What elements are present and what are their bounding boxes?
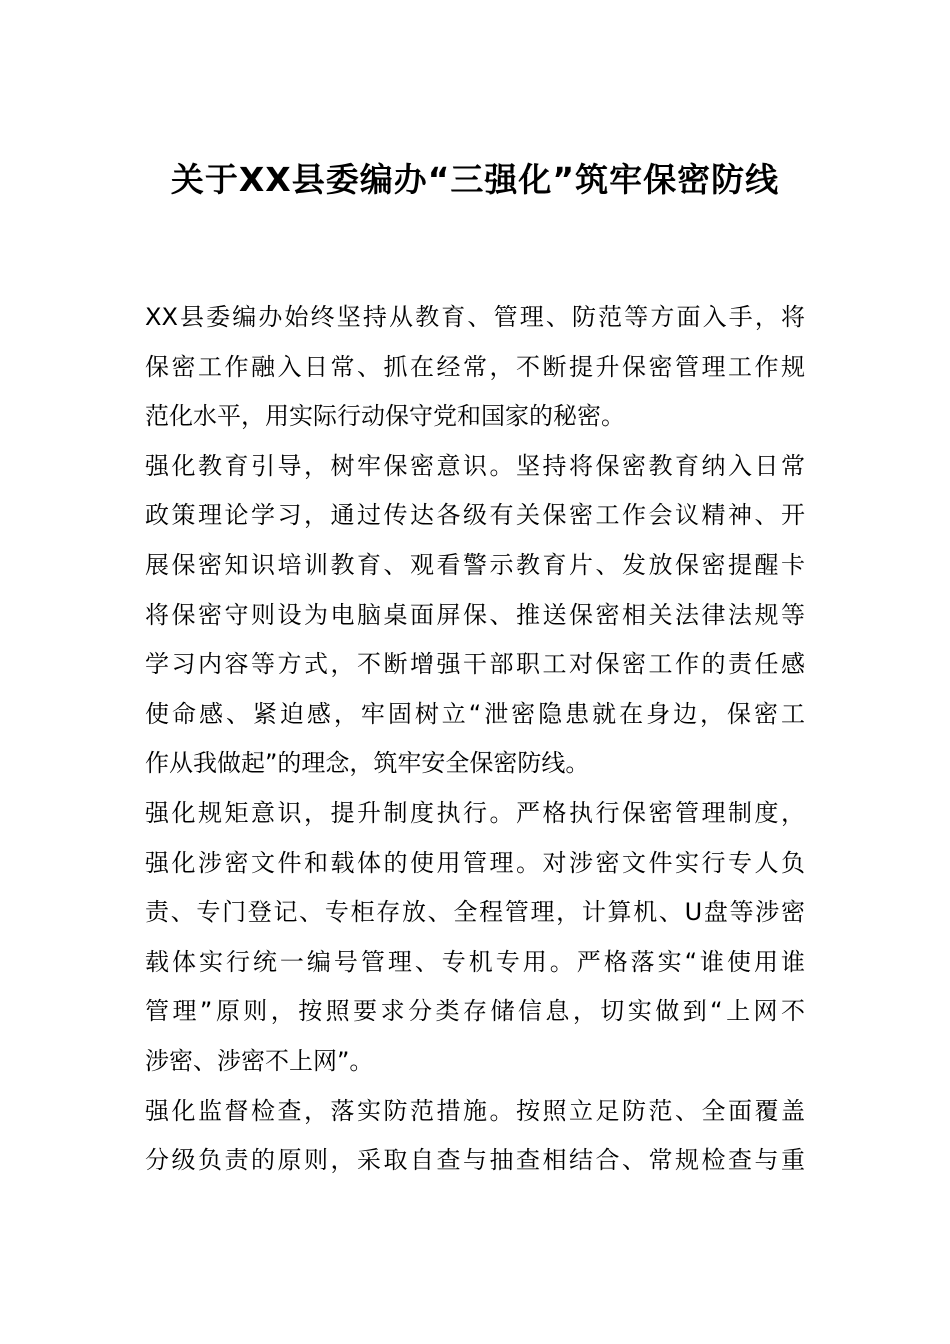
text-line: 使命感、紧迫感，牢固树立“泄密隐患就在身边，保密工 (145, 699, 805, 728)
document-body (145, 293, 805, 1186)
text-line: 载体实行统一编号管理、专机专用。严格落实“谁使用谁 (145, 947, 805, 976)
text-line: 强化规矩意识，提升制度执行。严格执行保密管理制度， (145, 798, 805, 827)
text-line: 范化水平，用实际行动保守党和国家的秘密。 (145, 402, 625, 431)
text-line: 展保密知识培训教育、观看警示教育片、发放保密提醒卡 (145, 550, 805, 579)
text-line: 分级负责的原则，采取自查与抽查相结合、常规检查与重 (145, 1146, 805, 1175)
text-line: 作从我做起”的理念，筑牢安全保密防线。 (145, 749, 590, 778)
paragraph-rules (145, 789, 805, 1087)
text-line: 管理”原则，按照要求分类存储信息，切实做到“上网不 (145, 997, 805, 1026)
text-line: 强化监督检查，落实防范措施。按照立足防范、全面覆盖 (145, 1096, 805, 1125)
paragraph-supervision (145, 1087, 805, 1186)
text-line: 将保密守则设为电脑桌面屏保、推送保密相关法律法规等 (145, 600, 805, 629)
document-title: 关于XX县委编办“三强化”筑牢保密防线 (170, 160, 780, 199)
text-line: 强化教育引导，树牢保密意识。坚持将保密教育纳入日常 (145, 451, 805, 480)
text-line: 强化涉密文件和载体的使用管理。对涉密文件实行专人负 (145, 848, 805, 877)
paragraph-education (145, 442, 805, 789)
text-line: 涉密、涉密不上网”。 (145, 1046, 374, 1075)
text-line: 责、专门登记、专柜存放、全程管理，计算机、U盘等涉密 (145, 898, 805, 927)
text-line: 政策理论学习，通过传达各级有关保密工作会议精神、开 (145, 501, 805, 530)
paragraph-intro (145, 293, 805, 442)
text-line: XX县委编办始终坚持从教育、管理、防范等方面入手，将 (145, 303, 805, 331)
text-line: 学习内容等方式，不断增强干部职工对保密工作的责任感 (145, 650, 805, 679)
text-line: 保密工作融入日常、抓在经常，不断提升保密管理工作规 (145, 352, 805, 381)
